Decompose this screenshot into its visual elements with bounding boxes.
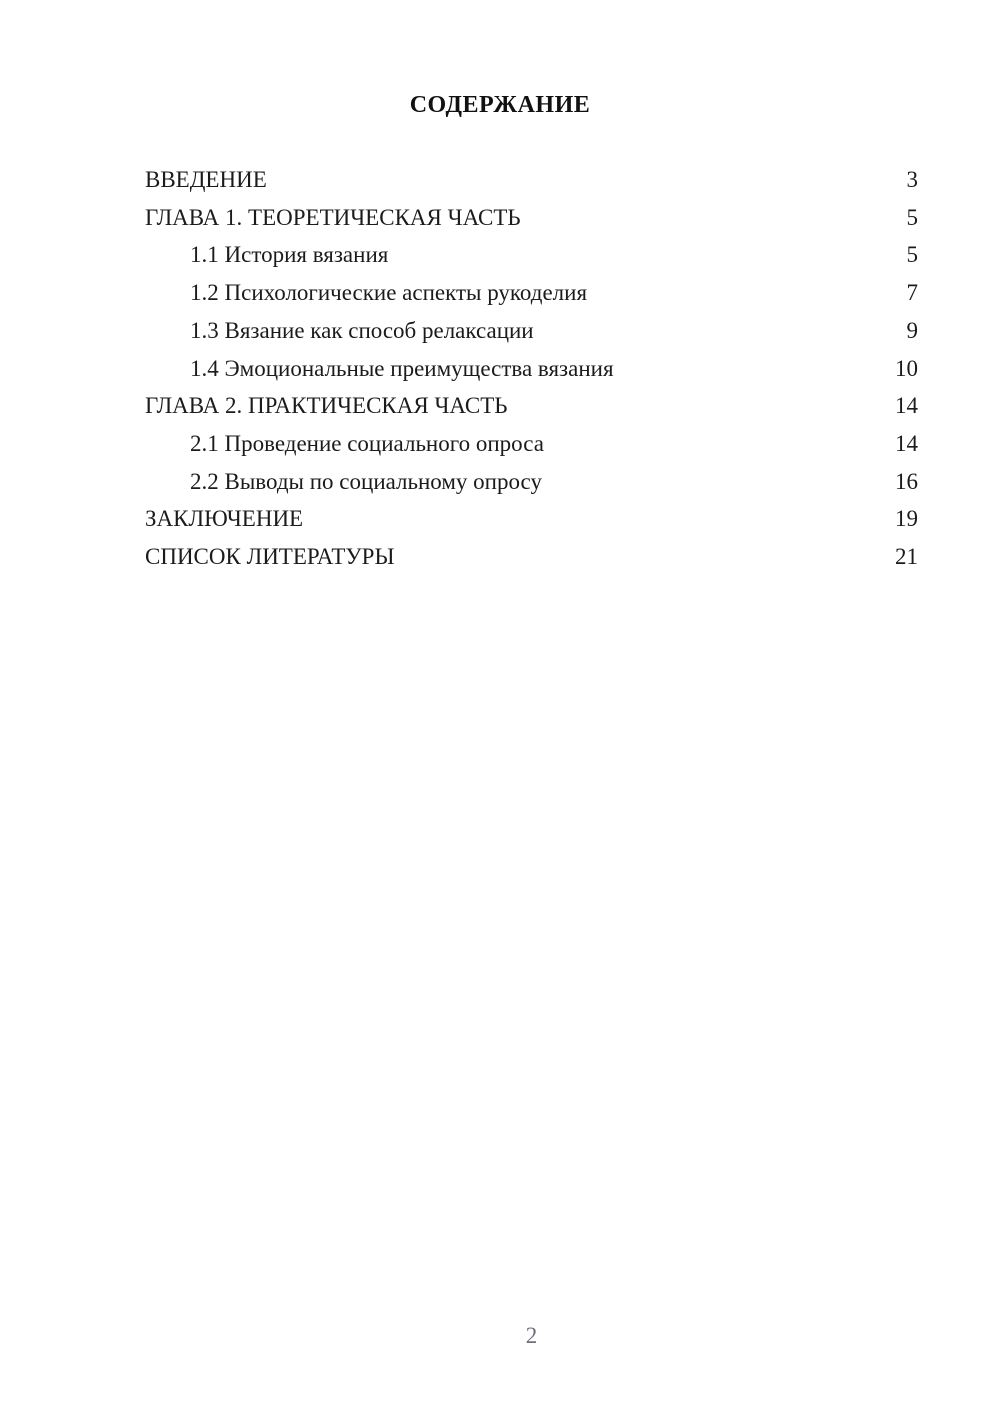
toc-entry-page: 5 <box>906 204 918 230</box>
toc-entry <box>145 387 918 425</box>
toc-entry-label: ГЛАВА 2. ПРАКТИЧЕСКАЯ ЧАСТЬ <box>145 393 508 419</box>
toc-entry-label: ВВЕДЕНИЕ <box>145 167 267 192</box>
toc-entry <box>145 312 918 350</box>
toc-entry-label: 1.2 Психологические аспекты рукоделия <box>190 280 588 306</box>
toc-entry-page: 10 <box>895 355 918 381</box>
toc-entry <box>145 274 918 312</box>
toc-entry-label: ЗАКЛЮЧЕНИЕ <box>145 506 304 532</box>
page-title: СОДЕРЖАНИЕ <box>409 92 591 118</box>
toc-entry <box>145 199 918 237</box>
toc-entry <box>145 463 918 501</box>
toc-entry-page: 5 <box>906 242 918 268</box>
toc-entry-page: 21 <box>895 544 918 570</box>
toc-entry <box>145 161 918 199</box>
toc-entry-label: 1.4 Эмоциональные преимущества вязания <box>190 355 614 381</box>
toc-entry-page: 9 <box>906 317 918 343</box>
toc-entry-page: 16 <box>895 468 918 494</box>
toc-entry-page: 14 <box>895 393 918 419</box>
toc-entry-page: 3 <box>906 167 918 192</box>
toc-entry <box>145 350 918 388</box>
toc-entry-label: ГЛАВА 1. ТЕОРЕТИЧЕСКАЯ ЧАСТЬ <box>145 204 521 230</box>
toc-entry-page: 7 <box>906 280 918 306</box>
toc-entry <box>145 425 918 463</box>
toc-entry-label: СПИСОК ЛИТЕРАТУРЫ <box>145 544 395 570</box>
footer-page-number: 2 <box>525 1323 538 1348</box>
toc-entry <box>145 236 918 274</box>
toc-entry-label: 1.1 История вязания <box>190 242 389 268</box>
toc-entry-label: 1.3 Вязание как способ релаксации <box>190 317 534 343</box>
toc-entry <box>145 500 918 538</box>
table-of-contents <box>145 161 918 576</box>
toc-entry-label: 2.1 Проведение социального опроса <box>190 430 544 456</box>
toc-entry-label: 2.2 Выводы по социальному опросу <box>190 468 542 494</box>
toc-entry-page: 14 <box>895 430 918 456</box>
toc-entry-page: 19 <box>895 506 918 532</box>
toc-entry <box>145 538 918 576</box>
